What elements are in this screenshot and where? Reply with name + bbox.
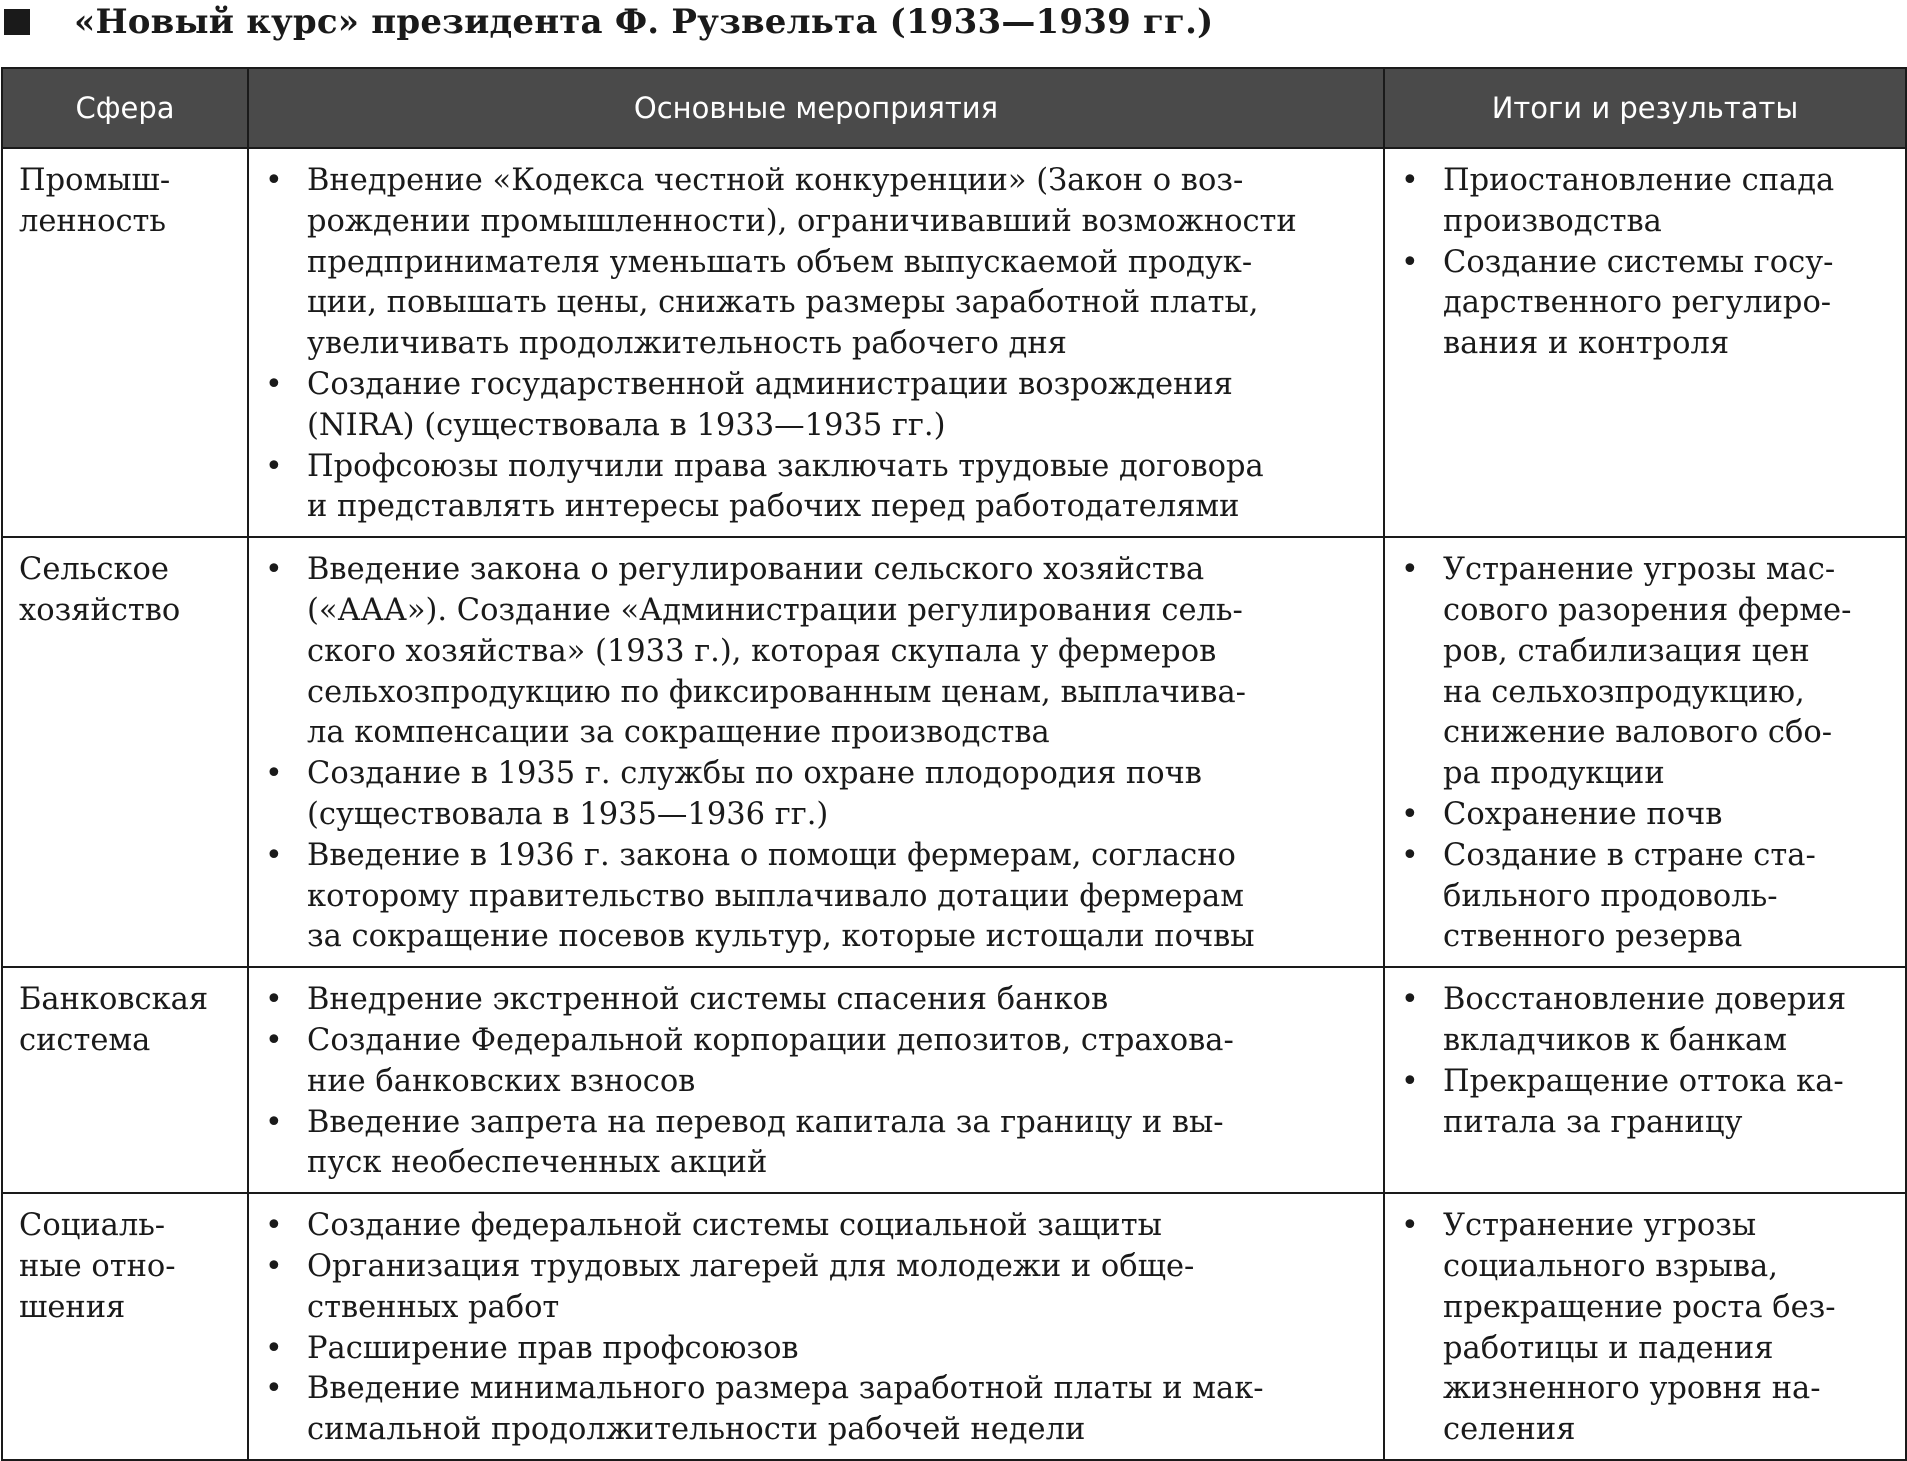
table-row-industry xyxy=(2,148,1906,537)
measures-cell xyxy=(248,537,1384,967)
list-item: • Устранение угрозы мас- сового разорения ферме- ров, стабилизация цен на сельхозпродукцию, снижение валового сбо- ра продукции xyxy=(1401,550,1897,795)
list-item: • Создание федеральной системы социальной защиты xyxy=(265,1206,1375,1247)
measures-list xyxy=(265,161,1375,528)
list-item: • Прекращение оттока ка- питала за границу xyxy=(1401,1062,1897,1144)
list-item: • Профсоюзы получили права заключать трудовые договора и представлять интересы рабочих перед работодателями xyxy=(265,447,1375,529)
measures-cell xyxy=(248,148,1384,537)
list-item: • Введение закона о регулировании сельского хозяйства («ААА»). Создание «Администрации регулирования сель- ского хозяйства» (1933 г.), которая скупала у фермеров сельхозпродукцию по фиксированным ценам, выплачива- ла компенсации за сокращение производства xyxy=(265,550,1375,754)
list-item: • Внедрение «Кодекса честной конкуренции» (Закон о воз- рождении промышленности), ограничивавший возможности предпринимателя уменьшать объем выпускаемой продук- ции, повышать цены, снижать размеры заработной платы, увеличивать продолжительность рабочего дня xyxy=(265,161,1375,365)
table-row-banking xyxy=(2,967,1906,1193)
list-item: • Создание государственной администрации возрождения (NIRA) (существовала в 1933—1935 гг.) xyxy=(265,365,1375,447)
new-deal-table xyxy=(1,67,1907,1461)
results-list xyxy=(1401,550,1897,958)
list-item: • Приостановление спада производства xyxy=(1401,161,1897,243)
list-item: • Внедрение экстренной системы спасения банков xyxy=(265,980,1375,1021)
title-row xyxy=(0,0,1213,44)
header-measures: Основные мероприятия xyxy=(248,68,1384,148)
square-bullet-icon xyxy=(4,9,30,35)
measures-cell xyxy=(248,1193,1384,1460)
list-item: • Введение в 1936 г. закона о помощи фермерам, согласно которому правительство выплачивало дотации фермерам за сокращение посевов культур, которые истощали почвы xyxy=(265,836,1375,958)
measures-list xyxy=(265,980,1375,1184)
list-item: • Восстановление доверия вкладчиков к банкам xyxy=(1401,980,1897,1062)
table-row-agriculture xyxy=(2,537,1906,967)
measures-cell xyxy=(248,967,1384,1193)
list-item: • Расширение прав профсоюзов xyxy=(265,1329,1375,1370)
results-cell xyxy=(1384,148,1906,537)
list-item: • Создание Федеральной корпорации депозитов, страхова- ние банковских взносов xyxy=(265,1021,1375,1103)
results-list xyxy=(1401,1206,1897,1451)
header-row xyxy=(2,68,1906,148)
list-item: • Введение запрета на перевод капитала за границу и вы- пуск необеспеченных акций xyxy=(265,1103,1375,1185)
list-item: • Сохранение почв xyxy=(1401,795,1897,836)
results-cell xyxy=(1384,537,1906,967)
list-item: • Организация трудовых лагерей для молодежи и обще- ственных работ xyxy=(265,1247,1375,1329)
list-item: • Создание в 1935 г. службы по охране плодородия почв (существовала в 1935—1936 гг.) xyxy=(265,754,1375,836)
sphere-cell: Сельское хозяйство xyxy=(2,537,248,967)
sphere-cell: Промыш- ленность xyxy=(2,148,248,537)
table-row-social xyxy=(2,1193,1906,1460)
results-cell xyxy=(1384,967,1906,1193)
list-item: • Устранение угрозы социального взрыва, прекращение роста без- работицы и падения жизненного уровня на- селения xyxy=(1401,1206,1897,1451)
measures-list xyxy=(265,1206,1375,1451)
sphere-cell: Социаль- ные отно- шения xyxy=(2,1193,248,1460)
results-list xyxy=(1401,161,1897,365)
measures-list xyxy=(265,550,1375,958)
list-item: • Создание системы госу- дарственного регулиро- вания и контроля xyxy=(1401,243,1897,365)
results-cell xyxy=(1384,1193,1906,1460)
list-item: • Создание в стране ста- бильного продоволь- ственного резерва xyxy=(1401,836,1897,958)
results-list xyxy=(1401,980,1897,1143)
page-title: «Новый курс» президента Ф. Рузвельта (1933—1939 гг.) xyxy=(74,2,1214,42)
header-sphere: Сфера xyxy=(2,68,248,148)
sphere-cell: Банковская система xyxy=(2,967,248,1193)
list-item: • Введение минимального размера заработной платы и мак- симальной продолжительности рабочей недели xyxy=(265,1369,1375,1451)
header-results: Итоги и результаты xyxy=(1384,68,1906,148)
